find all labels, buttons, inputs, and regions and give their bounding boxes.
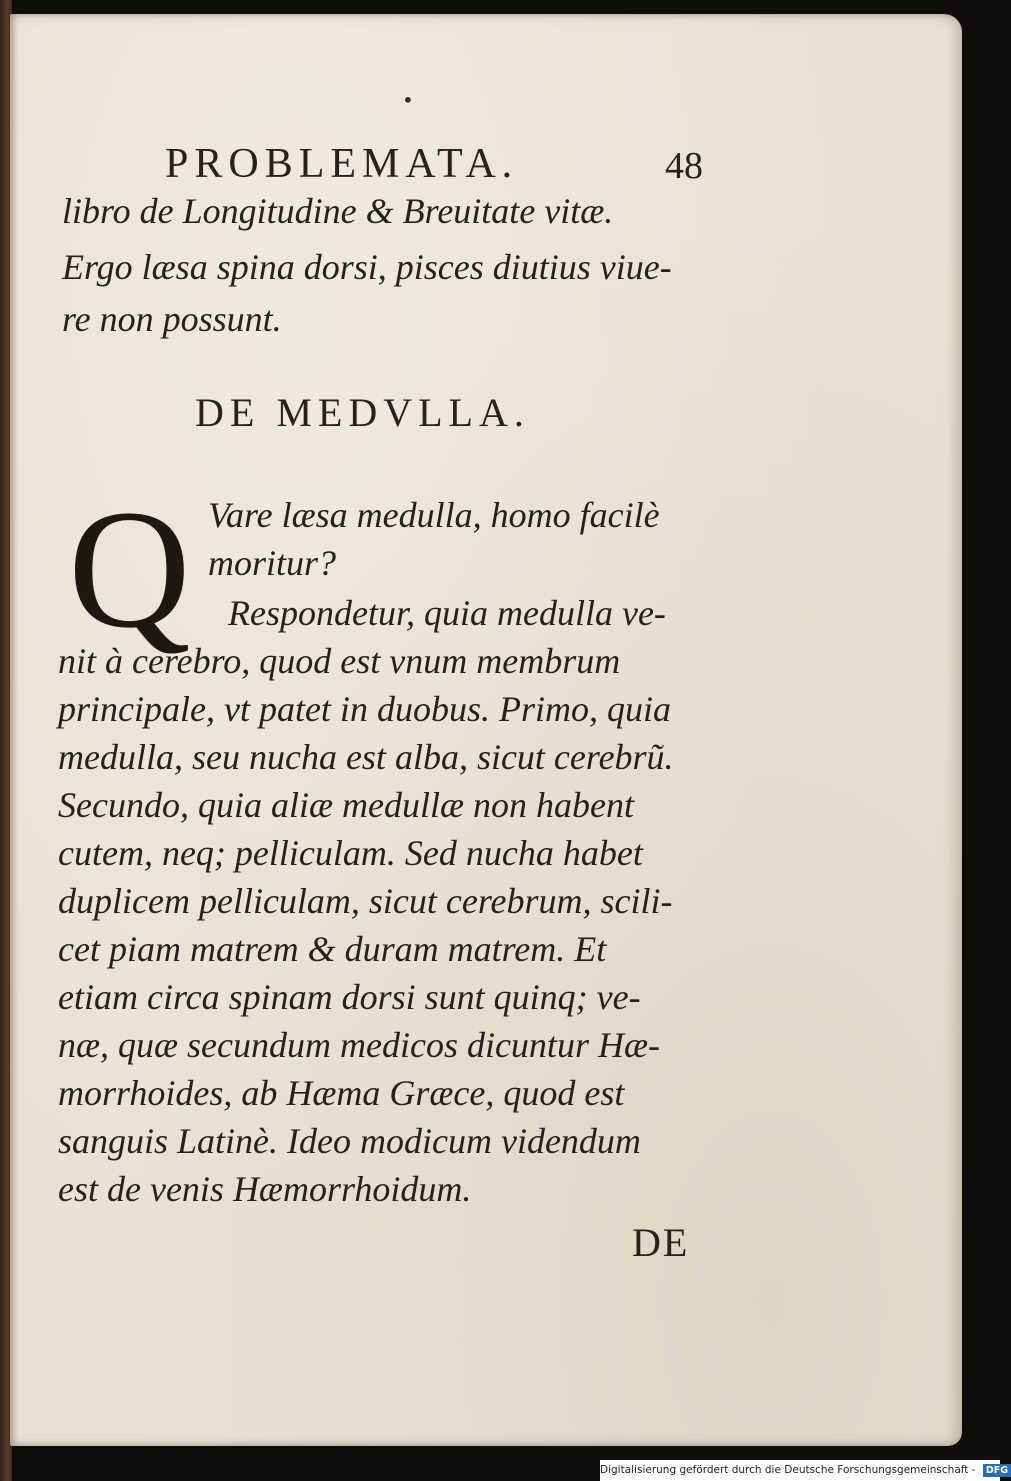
digitization-credit xyxy=(600,1460,1009,1481)
body-line: Vare læsa medulla, homo facilè xyxy=(208,495,660,535)
dfg-logo: DFG xyxy=(983,1464,1011,1477)
drop-cap: Q xyxy=(68,475,191,663)
body-line: cutem, neq; pelliculam. Sed nucha habet xyxy=(58,833,643,873)
running-head: PROBLEMATA. xyxy=(165,141,519,187)
body-line: duplicem pelliculam, sicut cerebrum, scili- xyxy=(58,881,673,921)
book-page xyxy=(10,14,962,1446)
body-line: sanguis Latinè. Ideo modicum videndum xyxy=(58,1121,641,1161)
body-line: moritur? xyxy=(208,543,337,583)
body-line: Respondetur, quia medulla ve- xyxy=(228,593,666,633)
body-line: cet piam matrem & duram matrem. Et xyxy=(58,929,607,969)
top-mark: • xyxy=(402,88,414,112)
folio-number: 48 xyxy=(665,145,703,187)
credit-text: Digitalisierung gefördert durch die Deutsche Forschungsgemeinschaft - xyxy=(600,1464,976,1476)
body-line: nit à cerebro, quod est vnum membrum xyxy=(58,641,621,681)
body-line: morrhoides, ab Hæma Græce, quod est xyxy=(58,1073,625,1113)
section-heading: DE MEDVLLA. xyxy=(195,390,530,435)
body-line: est de venis Hæmorrhoidum. xyxy=(58,1169,472,1209)
continuation-line: re non possunt. xyxy=(62,299,282,339)
body-line: medulla, seu nucha est alba, sicut cerebrũ. xyxy=(58,737,674,777)
body-line: Secundo, quia aliæ medullæ non habent xyxy=(58,785,634,825)
catchword: DE xyxy=(632,1220,690,1265)
continuation-line: Ergo læsa spina dorsi, pisces diutius viue- xyxy=(62,247,672,287)
continuation-line: libro de Longitudine & Breuitate vitæ. xyxy=(62,191,614,231)
body-line: principale, vt patet in duobus. Primo, quia xyxy=(58,689,671,729)
body-line: næ, quæ secundum medicos dicuntur Hæ- xyxy=(58,1025,660,1065)
body-line: etiam circa spinam dorsi sunt quinq; ve- xyxy=(58,977,641,1017)
